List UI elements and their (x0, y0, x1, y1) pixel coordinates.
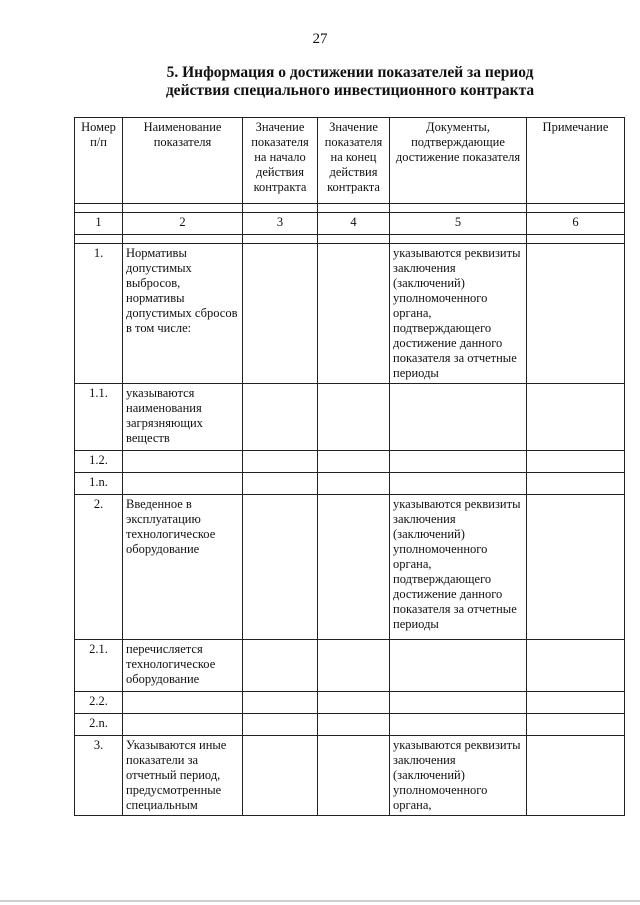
table-cell (123, 714, 243, 736)
table-cell: Нормативы допустимых выбросов, нормативы допустимых сбросов в том числе: (123, 244, 243, 384)
page-number: 27 (312, 31, 328, 47)
table-cell (527, 473, 625, 495)
table-header-row (75, 118, 625, 204)
table-row (75, 495, 625, 640)
table-cell (243, 692, 318, 714)
section-title-line-1: 5. Информация о достижении показателей за период (166, 64, 534, 81)
table-cell (243, 714, 318, 736)
table-cell (527, 640, 625, 692)
table-row (75, 692, 625, 714)
table-cell (123, 451, 243, 473)
table-cell (318, 640, 390, 692)
table-cell (390, 473, 527, 495)
table-cell: 2.2. (75, 692, 123, 714)
table-cell: перечисляется технологическое оборудование (123, 640, 243, 692)
table-separator (75, 204, 625, 213)
table-cell (243, 640, 318, 692)
table-cell (527, 736, 625, 816)
table-cell: указываются наименования загрязняющих веществ (123, 384, 243, 451)
page-bottom-edge (0, 900, 640, 902)
table-row (75, 451, 625, 473)
table-cell (390, 384, 527, 451)
table-cell (527, 384, 625, 451)
table-cell: 1. (75, 244, 123, 384)
table-cell (390, 640, 527, 692)
table-cell (318, 473, 390, 495)
header-note: Примечание (527, 118, 625, 204)
table-cell: 3. (75, 736, 123, 816)
column-number: 6 (527, 213, 625, 235)
table-cell: 2.1. (75, 640, 123, 692)
header-end-value: Значение показателя на конец действия контракта (318, 118, 390, 204)
table-row (75, 640, 625, 692)
column-number-row (75, 213, 625, 235)
table-cell (243, 736, 318, 816)
column-number: 3 (243, 213, 318, 235)
table-cell (390, 714, 527, 736)
table-cell: 2. (75, 495, 123, 640)
table-cell (527, 692, 625, 714)
table-cell (243, 244, 318, 384)
table-cell: Введенное в эксплуатацию технологическое оборудование (123, 495, 243, 640)
table-cell (318, 714, 390, 736)
column-number: 1 (75, 213, 123, 235)
indicators-table (74, 117, 625, 816)
column-number: 2 (123, 213, 243, 235)
table-cell (318, 451, 390, 473)
header-number: Номер п/п (75, 118, 123, 204)
table-row (75, 384, 625, 451)
table-row (75, 736, 625, 816)
table-cell (123, 692, 243, 714)
column-number: 5 (390, 213, 527, 235)
table-cell (527, 495, 625, 640)
table-cell: Указываются иные показатели за отчетный период, предусмотренные специальным (123, 736, 243, 816)
table-cell (527, 244, 625, 384)
table-cell (318, 692, 390, 714)
table-cell: 1.n. (75, 473, 123, 495)
table-cell (243, 451, 318, 473)
table-separator (75, 235, 625, 244)
table-cell (243, 384, 318, 451)
table-cell: 1.2. (75, 451, 123, 473)
table-cell: указываются реквизиты заключения (заключений) уполномоченного органа, подтверждающего достижение данного показателя за отчетные периоды (390, 244, 527, 384)
table-cell (243, 495, 318, 640)
table-cell (318, 495, 390, 640)
table-cell (318, 384, 390, 451)
column-number: 4 (318, 213, 390, 235)
section-title-line-2: действия специального инвестиционного контракта (165, 82, 535, 99)
table-cell (390, 451, 527, 473)
table-cell (527, 451, 625, 473)
table-cell: указываются реквизиты заключения (заключений) уполномоченного органа, (390, 736, 527, 816)
table-cell (390, 692, 527, 714)
header-name: Наименование показателя (123, 118, 243, 204)
table-cell (243, 473, 318, 495)
table-row (75, 714, 625, 736)
table-cell: 2.n. (75, 714, 123, 736)
header-start-value: Значение показателя на начало действия контракта (243, 118, 318, 204)
header-documents: Документы, подтверждающие достижение показателя (390, 118, 527, 204)
table-cell (527, 714, 625, 736)
table-cell (318, 736, 390, 816)
table-row (75, 244, 625, 384)
table-cell (123, 473, 243, 495)
table-row (75, 473, 625, 495)
section-title (60, 64, 640, 100)
table-cell: указываются реквизиты заключения (заключений) уполномоченного органа, подтверждающего достижение данного показателя за отчетные периоды (390, 495, 527, 640)
table-cell: 1.1. (75, 384, 123, 451)
table-cell (318, 244, 390, 384)
